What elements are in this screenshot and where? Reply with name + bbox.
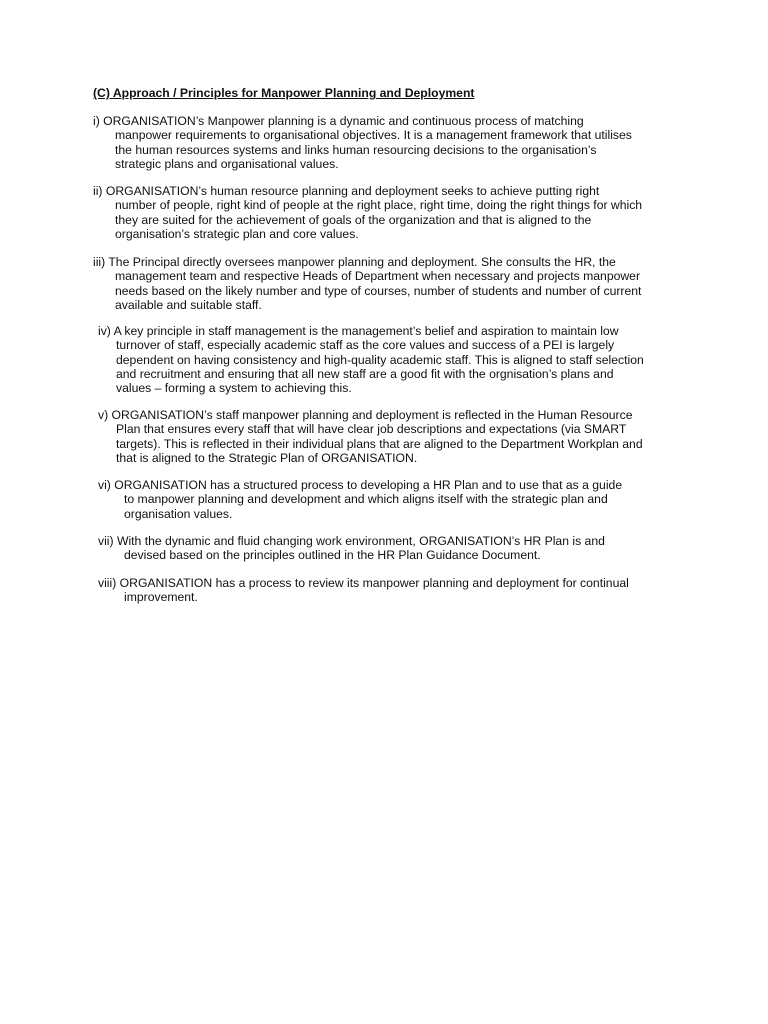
paragraph-line: dependent on having consistency and high-quality academic staff. This is aligned to staff selection [116,352,644,367]
paragraph-line: Plan that ensures every staff that will have clear job descriptions and expectations (via SMART [116,422,627,437]
paragraph-line: iii) The Principal directly oversees manpower planning and deployment. She consults the HR, the [93,255,616,269]
principle-item-i [93,114,632,171]
paragraph-line: devised based on the principles outlined in the HR Plan Guidance Document. [124,548,541,563]
paragraph-line: vii) With the dynamic and fluid changing work environment, ORGANISATION’s HR Plan is and [98,534,605,548]
paragraph-line: targets). This is reflected in their individual plans that are aligned to the Department Workplan and [116,436,643,451]
paragraph-line: that is aligned to the Strategic Plan of ORGANISATION. [116,450,418,465]
paragraph-line: vi) ORGANISATION has a structured process to developing a HR Plan and to use that as a guide [98,478,623,492]
paragraph-line: i) ORGANISATION’s Manpower planning is a dynamic and continuous process of matching [93,114,584,128]
principle-item-vii [98,534,605,563]
paragraph-line: the human resources systems and links human resourcing decisions to the organisation’s [115,142,597,157]
paragraph-line: strategic plans and organisational values. [115,156,339,171]
paragraph-line: organisation’s strategic plan and core values. [115,226,359,241]
paragraph-line: available and suitable staff. [115,297,262,312]
section-heading: (C) Approach / Principles for Manpower Planning and Deployment [93,86,475,100]
paragraph-line: viii) ORGANISATION has a process to review its manpower planning and deployment for continual [98,576,629,590]
paragraph-line: values – forming a system to achieving this. [116,381,352,396]
principle-item-v [98,408,643,465]
paragraph-line: they are suited for the achievement of goals of the organization and that is aligned to the [115,212,592,227]
paragraph-line: improvement. [124,590,198,605]
principle-item-viii [98,576,629,605]
paragraph-line: needs based on the likely number and type of courses, number of students and number of current [115,283,642,298]
paragraph-line: iv) A key principle in staff management is the management’s belief and aspiration to maintain low [98,324,619,338]
principle-item-vi [98,478,622,521]
principle-item-ii [93,184,642,241]
paragraph-line: number of people, right kind of people at the right place, right time, doing the right things for which [115,198,643,213]
paragraph-line: ii) ORGANISATION’s human resource planning and deployment seeks to achieve putting right [93,184,600,198]
principle-item-iv [98,324,644,395]
paragraph-line: turnover of staff, especially academic staff as the core values and success of a PEI is largely [116,338,615,353]
paragraph-line: management team and respective Heads of Department when necessary and projects manpower [115,269,641,284]
paragraph-line: organisation values. [124,506,233,521]
principle-item-iii [93,255,641,312]
paragraph-line: v) ORGANISATION’s staff manpower planning and deployment is reflected in the Human Resource [98,408,633,422]
paragraph-line: manpower requirements to organisational objectives. It is a management framework that utilises [115,128,632,143]
paragraph-line: to manpower planning and development and which aligns itself with the strategic plan and [124,492,608,507]
paragraph-line: and recruitment and ensuring that all new staff are a good fit with the orgnisation’s plans and [116,366,614,381]
